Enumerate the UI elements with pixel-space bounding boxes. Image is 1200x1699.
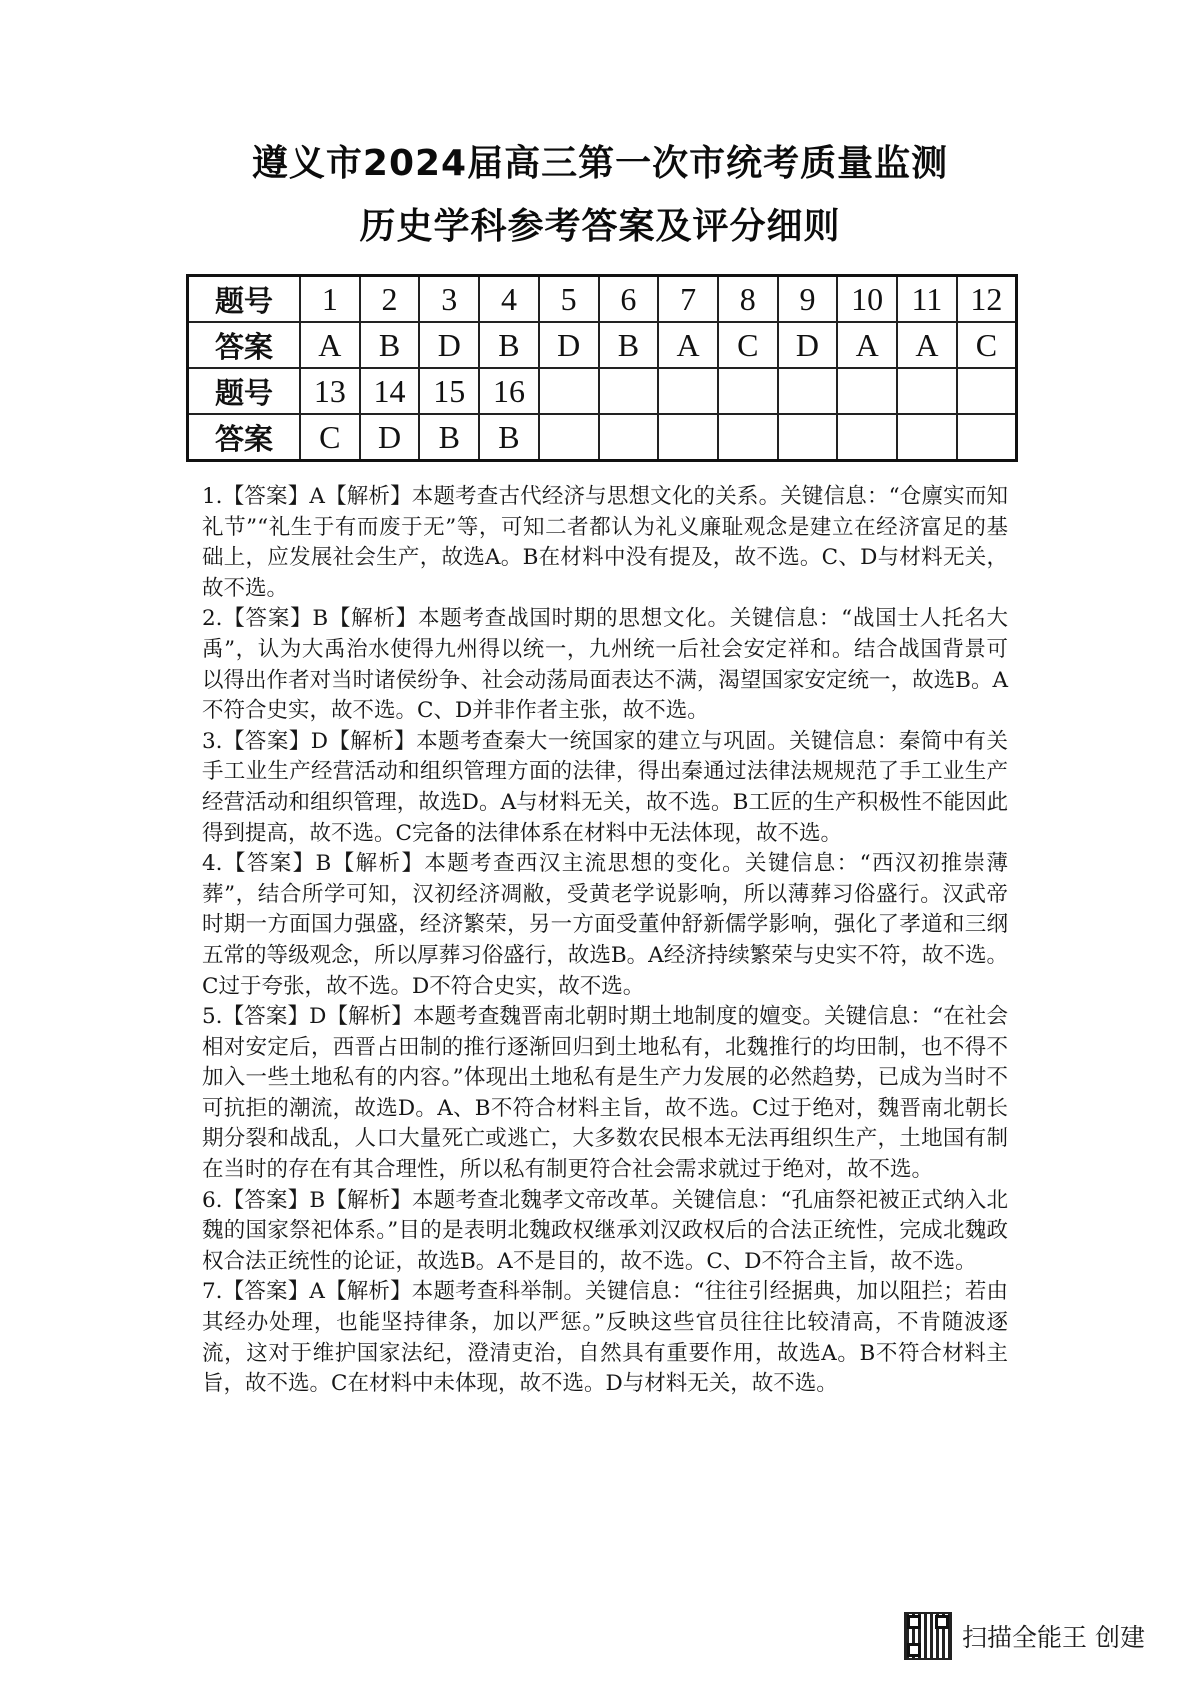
- explanation-paragraph: 4.【答案】B【解析】本题考查西汉主流思想的变化。关键信息：“西汉初推崇薄葬”，结合所学可知，汉初经济凋敝，受黄老学说影响，所以薄葬习俗盛行。汉武帝时期一方面国力强盛，经济繁荣，另一方面受董仲舒新儒学影响，强化了孝道和三纲五常的等级观念，所以厚葬习俗盛行，故选B。A经济持续繁荣与史实不符，故不选。C过于夸张，故不选。D不符合史实，故不选。: [202, 851, 1008, 999]
- explanation-paragraph: 2.【答案】B【解析】本题考查战国时期的思想文化。关键信息：“战国士人托名大禹”，认为大禹治水使得九州得以统一，九州统一后社会安定祥和。结合战国背景可以得出作者对当时诸侯纷争、社会动荡局面表达不满，渴望国家安定统一，故选B。A不符合史实，故不选。C、D并非作者主张，故不选。: [202, 606, 1008, 724]
- answer-table-row: [188, 368, 1017, 414]
- explanation-paragraph: 3.【答案】D【解析】本题考查秦大一统国家的建立与巩固。关键信息：秦简中有关手工业生产经营活动和组织管理方面的法律，得出秦通过法律法规规范了手工业生产经营活动和组织管理，故选D。A与材料无关，故不选。B工匠的生产积极性不能因此得到提高，故不选。C完备的法律体系在材料中无法体现，故不选。: [202, 728, 1008, 846]
- question-number-cell: 4: [479, 276, 539, 323]
- question-number-cell: [718, 368, 778, 414]
- qr-code-icon: [904, 1612, 952, 1660]
- question-number-cell: [658, 368, 718, 414]
- explanation-paragraph: 5.【答案】D【解析】本题考查魏晋南北朝时期土地制度的嬗变。关键信息：“在社会相对安定后，西晋占田制的推行逐渐回归到土地私有，北魏推行的均田制，也不得不加入一些土地私有的内容。”体现出土地私有是生产力发展的必然趋势，已成为当时不可抗拒的潮流，故选D。A、B不符合材料主旨，故不选。C过于绝对，魏晋南北朝长期分裂和战乱，人口大量死亡或逃亡，大多数农民根本无法再组织生产，土地国有制在当时的存在有其合理性，所以私有制更符合社会需求就过于绝对，故不选。: [202, 1004, 1008, 1183]
- answer-cell: [539, 414, 599, 461]
- question-number-cell: 3: [419, 276, 479, 323]
- answer-table-row: [188, 276, 1017, 323]
- question-number-cell: 12: [957, 276, 1017, 323]
- row-header-cell: 题号: [188, 276, 301, 323]
- answer-cell: A: [897, 322, 957, 368]
- row-header-cell: 答案: [188, 322, 301, 368]
- question-number-cell: 1: [300, 276, 360, 323]
- question-number-cell: [539, 368, 599, 414]
- question-number-cell: 5: [539, 276, 599, 323]
- explanation-paragraph: 1.【答案】A【解析】本题考查古代经济与思想文化的关系。关键信息：“仓廪实而知礼节”“礼生于有而废于无”等，可知二者都认为礼义廉耻观念是建立在经济富足的基础上，应发展社会生产，故选A。B在材料中没有提及，故不选。C、D与材料无关，故不选。: [202, 484, 1008, 601]
- answer-cell: B: [479, 322, 539, 368]
- question-number-cell: 2: [360, 276, 420, 323]
- answer-cell: A: [837, 322, 897, 368]
- answer-cell: D: [419, 322, 479, 368]
- question-number-cell: 10: [837, 276, 897, 323]
- answer-cell: [778, 414, 838, 461]
- document-title: 遵义市2024届高三第一次市统考质量监测: [251, 143, 949, 184]
- question-number-cell: [897, 368, 957, 414]
- answer-cell: C: [957, 322, 1017, 368]
- question-number-cell: 14: [360, 368, 420, 414]
- question-number-cell: 13: [300, 368, 360, 414]
- answer-cell: [897, 414, 957, 461]
- question-number-cell: 6: [599, 276, 659, 323]
- answer-cell: B: [419, 414, 479, 461]
- answer-cell: D: [539, 322, 599, 368]
- answer-cell: B: [479, 414, 539, 461]
- question-number-cell: 11: [897, 276, 957, 323]
- question-number-cell: 15: [419, 368, 479, 414]
- explanations-section: [202, 482, 1008, 1400]
- question-number-cell: 8: [718, 276, 778, 323]
- question-number-cell: [837, 368, 897, 414]
- answer-cell: D: [360, 414, 420, 461]
- document-subtitle: 历史学科参考答案及评分细则: [359, 206, 841, 247]
- answer-cell: [718, 414, 778, 461]
- answer-cell: B: [599, 322, 659, 368]
- answer-cell: D: [778, 322, 838, 368]
- explanation-paragraph: 6.【答案】B【解析】本题考查北魏孝文帝改革。关键信息：“孔庙祭祀被正式纳入北魏的国家祭祀体系。”目的是表明北魏政权继承刘汉政权后的合法正统性，完成北魏政权合法正统性的论证，故选B。A不是目的，故不选。C、D不符合主旨，故不选。: [202, 1187, 1008, 1274]
- watermark-text: 扫描全能王 创建: [962, 1623, 1145, 1652]
- scanner-watermark: [904, 1612, 1145, 1660]
- answer-cell: [658, 414, 718, 461]
- answer-table-row: [188, 322, 1017, 368]
- answer-table: [186, 274, 1018, 462]
- answer-cell: B: [360, 322, 420, 368]
- question-number-cell: [778, 368, 838, 414]
- row-header-cell: 答案: [188, 414, 301, 461]
- answer-cell: C: [718, 322, 778, 368]
- answer-cell: C: [300, 414, 360, 461]
- question-number-cell: 9: [778, 276, 838, 323]
- question-number-cell: [599, 368, 659, 414]
- question-number-cell: 7: [658, 276, 718, 323]
- answer-cell: [837, 414, 897, 461]
- answer-cell: [599, 414, 659, 461]
- question-number-cell: 16: [479, 368, 539, 414]
- explanation-paragraph: 7.【答案】A【解析】本题考查科举制。关键信息：“往往引经据典，加以阻拦；若由其经办处理，也能坚持律条，加以严惩。”反映这些官员往往比较清高，不肯随波逐流，这对于维护国家法纪，澄清吏治，自然具有重要作用，故选A。B不符合材料主旨，故不选。C在材料中未体现，故不选。D与材料无关，故不选。: [202, 1279, 1008, 1397]
- answer-cell: [957, 414, 1017, 461]
- answer-table-row: [188, 414, 1017, 461]
- question-number-cell: [957, 368, 1017, 414]
- answer-cell: A: [300, 322, 360, 368]
- row-header-cell: 题号: [188, 368, 301, 414]
- answer-cell: A: [658, 322, 718, 368]
